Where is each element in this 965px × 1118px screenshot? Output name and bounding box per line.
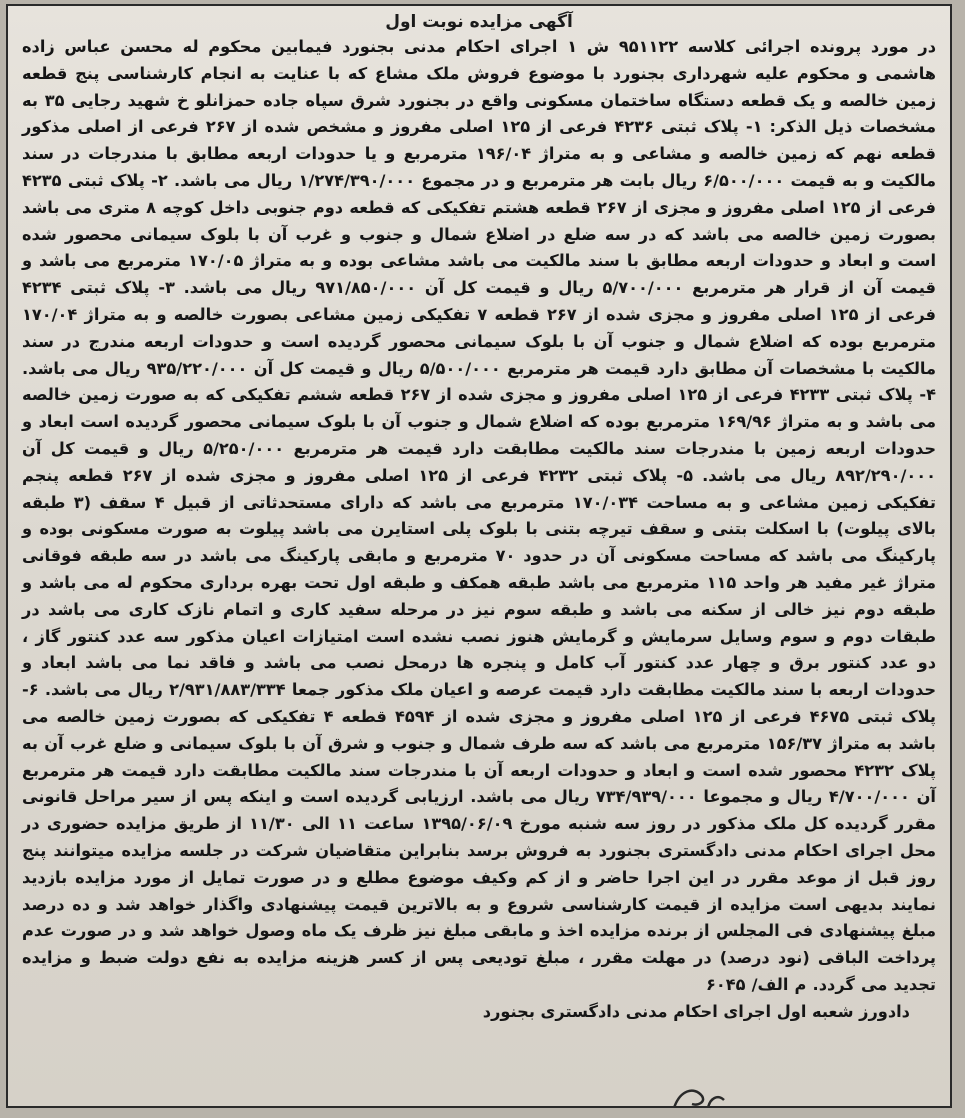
partial-logo-mark xyxy=(668,1084,728,1108)
notice-body: در مورد پرونده اجرائی کلاسه ۹۵۱۱۲۲ ش ۱ اجرای احکام مدنی بجنورد فیمابین محکوم له محسن عباس زاده هاشمی و محکوم علیه شهرداری بجنورد با موضوع فروش ملک مشاع که با عنایت به انجام کارشناسی پنج قطعه زمین خالصه و یک قطعه دستگاه ساختمان مسکونی واقع در بجنورد شرق سپاه جاده حمزانلو خ شهید رجایی ۳۵ به مشخصات ذیل الذکر: ۱- پلاک ثبتی ۴۲۳۶ فرعی از ۱۲۵ اصلی مفروز و مشخص شده از ۲۶۷ فرعی از اصلی مذکور قطعه نهم که زمین خالصه و مشاعی و به متراژ ۱۹۶/۰۴ مترمربع و یا حدودات اربعه مطابق با مندرجات در سند مالکیت و به قیمت ۶/۵۰۰/۰۰۰ ریال بابت هر مترمربع و در مجموع ۱/۲۷۴/۳۹۰/۰۰۰ ریال می باشد. ۲- پلاک ثبتی ۴۲۳۵ فرعی از ۱۲۵ اصلی مفروز و مجزی از ۲۶۷ قطعه هشتم تفکیکی که قطعه دوم جنوبی داخل کوچه ۸ متری می باشد بصورت زمین خالصه می باشد که در سه ضلع در اضلاع شمال و جنوب و غرب آن با بلوک سیمانی محصور شده است و ابعاد و حدودات اربعه مطابق با سند مالکیت می باشد مشاعی بوده و به متراژ ۱۷۰/۰۵ مترمربع می باشد و قیمت آن از قرار هر مترمربع ۵/۷۰۰/۰۰۰ ریال و قیمت کل آن ۹۷۱/۸۵۰/۰۰۰ ریال می باشد. ۳- پلاک ثبتی ۴۲۳۴ فرعی از ۱۲۵ اصلی مفروز و مجزی شده از ۲۶۷ قطعه ۷ تفکیکی زمین مشاعی بصورت خالصه و به متراژ ۱۷۰/۰۴ مترمربع بوده که اضلاع شمال و جنوب آن با بلوک سیمانی محصور گردیده است و حدودات اربعه مندرج در سند مالکیت با مشخصات آن مطابق دارد قیمت هر مترمربع ۵/۵۰۰/۰۰۰ ریال و قیمت کل آن ۹۳۵/۲۲۰/۰۰۰ ریال می باشد. ۴- پلاک ثبتی ۴۲۳۳ فرعی از ۱۲۵ اصلی مفروز و مجزی شده از ۲۶۷ قطعه ششم تفکیکی که به صورت زمین خالصه می باشد و به متراژ ۱۶۹/۹۶ مترمربع بوده که اضلاع شمال و جنوب آن با بلوک سیمانی محصور گردیده است ابعاد و حدودات اربعه زمین با مندرجات سند مالکیت مطابقت دارد قیمت هر مترمربع ۵/۲۵۰/۰۰۰ ریال و قیمت کل آن ۸۹۲/۲۹۰/۰۰۰ ریال می باشد. ۵- پلاک ثبتی ۴۲۳۲ فرعی از ۱۲۵ اصلی مفروز و مجزی شده از ۲۶۷ قطعه پنجم تفکیکی زمین مشاعی و به مساحت ۱۷۰/۰۳۴ مترمربع می باشد که دارای مستحدثاتی از قبیل ۴ سقف (۳ طبقه بالای پیلوت) با اسکلت بتنی و سقف تیرچه بتنی با بلوک پلی استایرن می باشد پیلوت به صورت مسکونی بوده و پارکینگ می باشد که مساحت مسکونی آن در حدود ۷۰ مترمربع و مابقی پارکینگ می باشد در سه طبقه فوقانی متراژ غیر مفید هر واحد ۱۱۵ مترمربع می باشد طبقه همکف و طبقه اول تحت بهره برداری محکوم له می باشد و طبقه دوم نیز خالی از سکنه می باشد و طبقه سوم نیز در مرحله سفید کاری و اتمام نازک کاری می باشد در طبقات دوم و سوم وسایل سرمایش و گرمایش هنوز نصب نشده است امتیازات اعیان مذکور سه عدد کنتور گاز ، دو عدد کنتور برق و چهار عدد کنتور آب کامل و پنجره ها درمحل نصب می باشد و فاقد نما می باشد ابعاد و حدودات اربعه با سند مالکیت مطابقت دارد قیمت عرصه و اعیان ملک مذکور جمعا ۲/۹۳۱/۸۸۳/۳۳۴ ریال می باشد. ۶- پلاک ثبتی ۴۶۷۵ فرعی از ۱۲۵ اصلی مفروز و مجزی شده از ۴۵۹۴ قطعه ۴ تفکیکی که بصورت زمین خالصه می باشد به متراژ ۱۵۶/۳۷ مترمربع می باشد که سه طرف شمال و جنوب و شرق آن با بلوک سیمانی و ضلع غرب آن به پلاک ۴۲۳۲ محصور شده است و ابعاد و حدودات اربعه آن با مندرجات سند مالکیت مطابقت دارد قیمت هر مترمربع آن ۴/۷۰۰/۰۰۰ ریال و مجموعا ۷۳۴/۹۳۹/۰۰۰ ریال می باشد. ارزیابی گردیده است و اینکه پس از سیر مراحل قانونی مقرر گردیده کل ملک مذکور در روز سه شنبه مورخ ۱۳۹۵/۰۶/۰۹ ساعت ۱۱ الی ۱۱/۳۰ از طریق مزایده حضوری در محل اجرای احکام مدنی دادگستری بجنورد به فروش برسد بنابراین متقاضیان شرکت در جلسه مزایده میتوانند پنج روز قبل از موعد مقرر در این اجرا حاضر و از کم وکیف موضوع مطلع و در صورت تمایل از مورد مزایده بازدید نمایند بدیهی است مزایده از قیمت کارشناسی شروع و به بالاترین قیمت پیشنهادی واگذار خواهد شد و ده درصد مبلغ پیشنهادی فی المجلس از برنده مزایده اخذ و مابقی مبلغ نیز ظرف یک ماه وصول خواهد شد و در صورت عدم پرداخت الباقی (نود درصد) در مهلت مقرر ، مبلغ تودیعی پس از کسر هزینه مزایده به نفع دولت ضبط و مزایده تجدید می گردد. م الف/ ۶۰۴۵ xyxy=(22,37,937,994)
notice-title: آگهی مزایده نوبت اول xyxy=(385,12,573,32)
notice-signature: دادورز شعبه اول اجرای احکام مدنی دادگستری بجنورد xyxy=(482,1001,910,1021)
newspaper-notice xyxy=(6,4,952,1108)
